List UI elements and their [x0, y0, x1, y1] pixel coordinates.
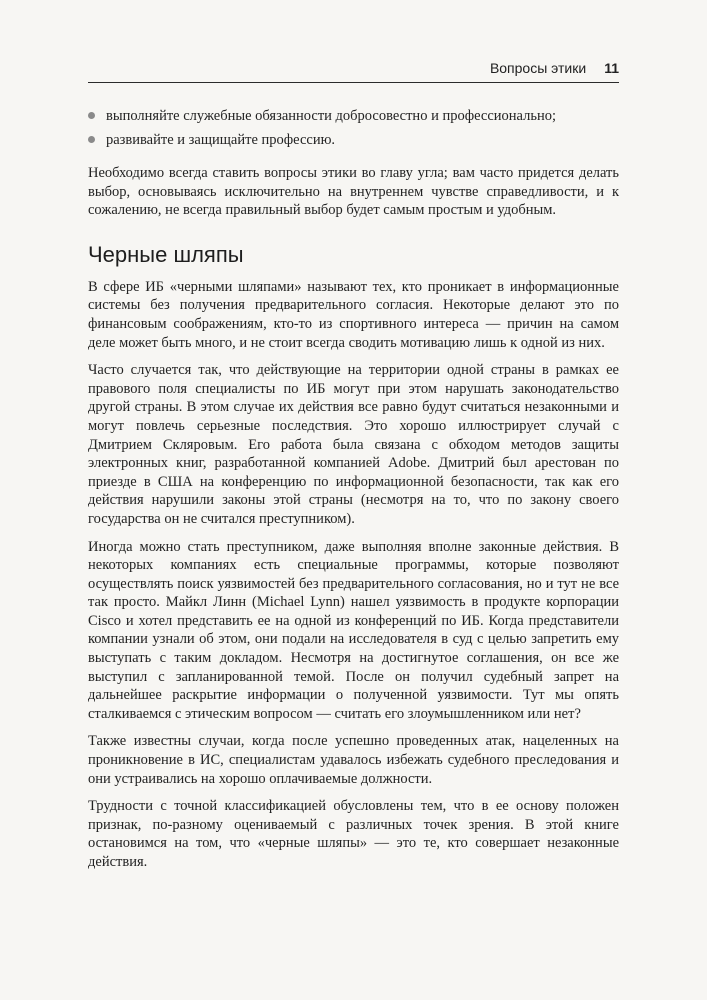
- intro-paragraph: Необходимо всегда ставить вопросы этики во главу угла; вам часто придется делать выбор, основываясь исключительно на внутреннем чувстве справедливости, и к сожалению, не всегда правильный выбор будет самым простым и удобным.: [88, 165, 619, 219]
- list-item-text: выполняйте служебные обязанности добросовестно и профессионально;: [106, 108, 556, 124]
- paragraph: Иногда можно стать преступником, даже выполняя вполне законные действия. В некоторых компаниях есть специальные программы, которые позволяют осуществлять поиск уязвимостей без предварительного согласования, но и тут не все так просто. Майкл Линн (Michael Lynn) нашел уязвимость в продукте корпорации Cisco и хотел представить ее на одной из конференций по ИБ. Когда представители компании узнали об этом, они подали на исследователя в суд с целью запретить ему выступать с таким докладом. Несмотря на достигнутое соглашения, он все же выступил с запланированной темой. После он получил судебный запрет на дальнейшее раскрытие информации о полученной уязвимости. Тут мы опять сталкиваемся с этическим вопросом — считать его злоумышленником или нет?: [88, 538, 619, 722]
- paragraph: Также известны случаи, когда после успешно проведенных атак, нацеленных на проникновение в ИС, специалистам удавалось избежать судебного преследования и они устраивались на хорошо оплачиваемые должности.: [88, 733, 619, 787]
- page-content: [88, 106, 619, 881]
- section-heading: Черные шляпы: [88, 241, 244, 267]
- list-item-text: развивайте и защищайте профессию.: [106, 132, 336, 148]
- running-title: Вопросы этики: [489, 60, 587, 76]
- list-item: [88, 130, 619, 150]
- paragraph: Трудности с точной классификацией обусловлены тем, что в ее основу положен признак, по-разному оцениваемый с различных точек зрения. В этой книге остановимся на том, что «черные шляпы» — это те, кто совершает незаконные действия.: [88, 798, 619, 870]
- paragraph: В сфере ИБ «черными шляпами» называют тех, кто проникает в информационные системы без получения предварительного согласия. Некоторые делают это по финансовым соображениям, кто-то из спортивного интереса — причин на самом деле может быть много, и не стоит всегда сводить мотивацию лишь к одной из них.: [88, 278, 619, 351]
- bullet-dot-icon: [88, 136, 95, 143]
- list-item: [88, 106, 619, 126]
- bullet-list: [88, 106, 619, 150]
- running-header: [88, 58, 619, 83]
- bullet-dot-icon: [88, 112, 95, 119]
- page-number: 11: [604, 60, 619, 76]
- paragraph: Часто случается так, что действующие на территории одной страны в рамках ее правового поля специалисты по ИБ могут при этом нарушать законодательство другой страны. В этом случае их действия все равно будут считаться незаконными и могут повлечь серьезные последствия. Это хорошо иллюстрирует случай с Дмитрием Скляровым. Его работа была связана с обходом методов защиты электронных книг, разработанной компанией Adobe. Дмитрий был арестован по приезде в США на конференцию по информационной безопасности, так как его действия нарушили законы этой страны (несмотря на то, что по закону своего государства он не считался преступником).: [88, 362, 619, 527]
